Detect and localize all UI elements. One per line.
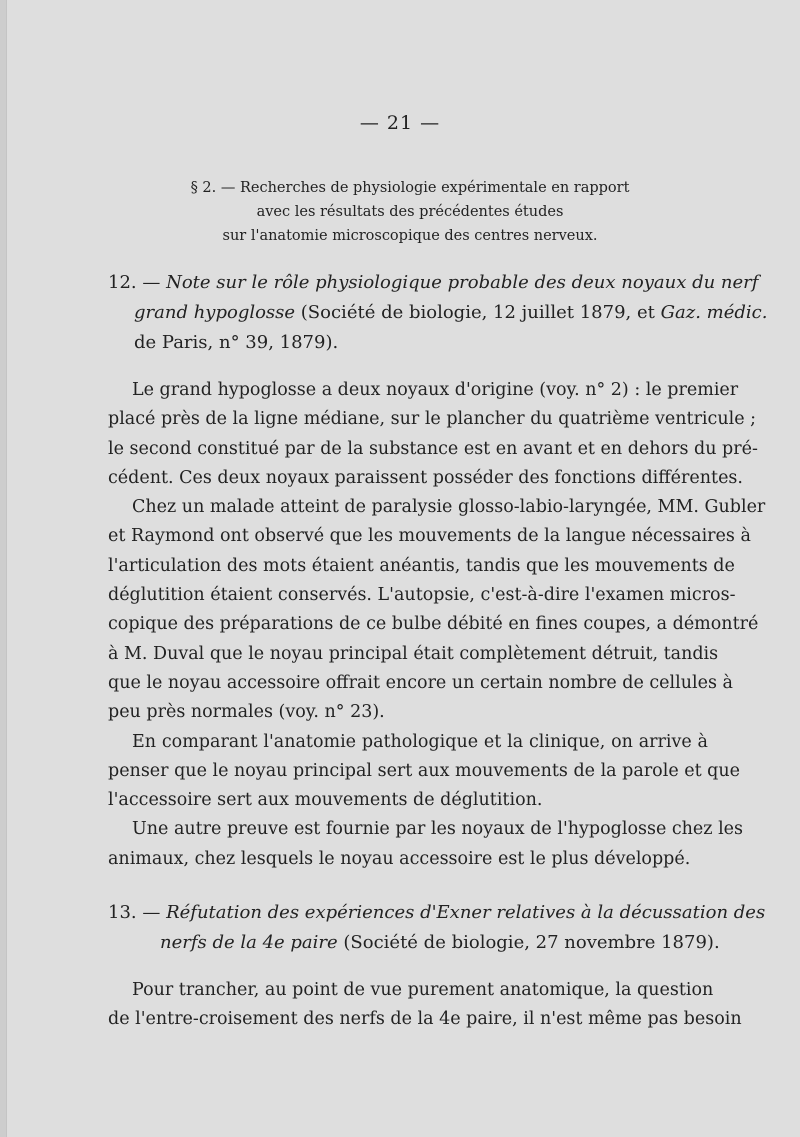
section-heading-line: § 2. — Recherches de physiologie expérimentale en rapport — [190, 180, 630, 196]
entry-title-line: Réfutation des expériences d'Exner relatives à la décussation des — [166, 902, 766, 923]
body-line: Pour trancher, au point de vue purement anatomique, la question — [132, 980, 714, 1000]
body-line: Une autre preuve est fournie par les noyaux de l'hypoglosse chez les — [132, 819, 744, 840]
body-line: placé près de la ligne médiane, sur le plancher du quatrième ventricule ; — [108, 409, 757, 430]
body-line: En comparant l'anatomie pathologique et la clinique, on arrive à — [132, 731, 708, 752]
entry-title-line: Note sur le rôle physiologique probable des deux noyaux du nerf — [166, 272, 759, 293]
entry-citation: de Paris, n° 39, 1879). — [134, 332, 339, 353]
entry-citation-italic: Gaz. médic. — [660, 302, 768, 323]
body-line: et Raymond ont observé que les mouvements de la langue nécessaires à — [108, 526, 751, 547]
entry-dash: — — [136, 272, 167, 293]
section-heading-line: sur l'anatomie microscopique des centres nerveux. — [222, 228, 598, 244]
body-line: que le noyau accessoire offrait encore un certain nombre de cellules à — [108, 672, 733, 693]
entry-number: 13. — [108, 902, 137, 923]
body-line: animaux, chez lesquels le noyau accessoire est le plus développé. — [108, 848, 691, 869]
entry-12-title — [108, 268, 768, 358]
body-line: Chez un malade atteint de paralysie glosso-labio-laryngée, MM. Gubler — [132, 497, 766, 518]
body-line: l'accessoire sert aux mouvements de déglutition. — [108, 790, 543, 811]
entry-title-italic: nerfs de la 4e paire — [160, 932, 338, 953]
body-line: cédent. Ces deux noyaux paraissent posséder des fonctions différentes. — [108, 467, 743, 488]
body-line: le second constitué par de la substance est en avant et en dehors du pré- — [108, 438, 758, 459]
entry-citation: (Société de biologie, 27 novembre 1879). — [337, 932, 720, 953]
body-line: l'articulation des mots étaient anéantis, tandis que les mouvements de — [108, 555, 735, 576]
body-line: Le grand hypoglosse a deux noyaux d'origine (voy. n° 2) : le premier — [132, 380, 739, 400]
entry-dash: — — [136, 902, 167, 923]
body-line: de l'entre-croisement des nerfs de la 4e paire, il n'est même pas besoin — [108, 1009, 742, 1030]
page-number: — 21 — — [359, 112, 441, 134]
entry-12-body — [108, 376, 766, 874]
entry-citation: (Société de biologie, 12 juillet 1879, et — [295, 302, 661, 323]
entry-13-title — [108, 898, 766, 958]
body-line: penser que le noyau principal sert aux mouvements de la parole et que — [108, 760, 741, 781]
entry-number: 12. — [108, 272, 137, 293]
section-heading — [120, 176, 700, 248]
entry-13-body — [108, 976, 742, 1035]
body-line: à M. Duval que le noyau principal était complètement détruit, tandis — [108, 643, 719, 664]
entry-title-italic: grand hypoglosse — [134, 302, 296, 323]
body-line: déglutition étaient conservés. L'autopsie, c'est-à-dire l'examen micros- — [108, 585, 736, 606]
section-heading-line: avec les résultats des précédentes études — [256, 204, 564, 220]
body-line: peu près normales (voy. n° 23). — [108, 702, 385, 723]
body-line: copique des préparations de ce bulbe débité en fines coupes, a démontré — [108, 614, 759, 635]
